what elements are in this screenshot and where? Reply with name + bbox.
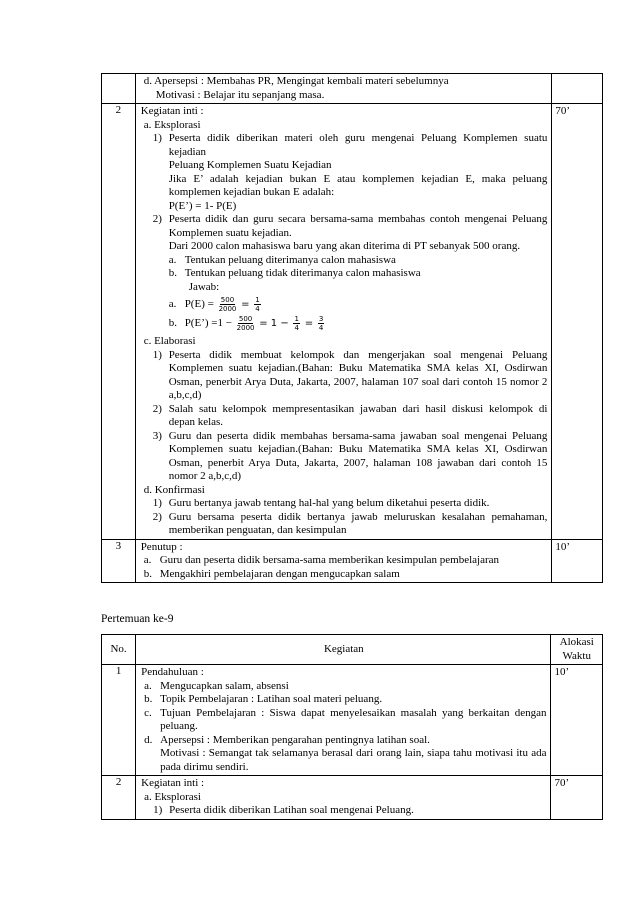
fraction	[318, 315, 324, 332]
row-number-cell: 1	[102, 665, 136, 776]
lesson-table	[101, 634, 603, 820]
item-marker: a.	[144, 679, 152, 692]
math-text: = 1 −	[259, 318, 289, 329]
elaborasi-label: c. Elaborasi	[143, 335, 196, 347]
row-number-cell: 3	[102, 539, 136, 583]
fraction	[237, 315, 255, 332]
item-marker: 2)	[152, 510, 162, 523]
lesson-table-continued	[101, 73, 603, 583]
time-cell: 10’	[551, 665, 603, 776]
time-cell: 70’	[551, 776, 603, 820]
denominator: 4	[294, 323, 299, 332]
time-cell	[552, 74, 603, 104]
numerator: 3	[318, 314, 324, 323]
list-item	[141, 693, 546, 707]
header-alokasi: Alokasi Waktu	[551, 635, 603, 665]
denominator: 4	[318, 323, 324, 332]
item-text: Apersepsi : Memberikan pengarahan pentingnya latihan soal.	[160, 733, 430, 746]
math-text: P(E’) =1 −	[184, 317, 232, 329]
table-row	[102, 104, 603, 540]
list-item	[141, 554, 548, 568]
list-item	[141, 213, 548, 240]
item-text: Dari 2000 calon mahasiswa baru yang akan diterima di PT sebanyak 500 orang.	[168, 240, 521, 252]
row-number-cell	[102, 74, 136, 104]
item-text: Guru bersama peserta didik bertanya jawab meluruskan kesalahan pemahaman, memberikan penguatan, dan kesimpulan	[168, 510, 548, 536]
item-text: Peserta didik membuat kelompok dan mengerjakan soal mengenai Peluang Komplemen suatu kejadian.(Bahan: Buku Matematika SMA kelas XI, Osdirwan Osman, penerbit Arya Duta, Jakarta, 2007, halaman 107 soal dari contoh 15 nomor 2 a,b,c,d)	[168, 348, 548, 401]
item-text: Peserta didik diberikan Latihan soal mengenai Peluang.	[169, 804, 414, 816]
motivasi-text: Motivasi : Semangat tak selamanya berasal dari orang lain, siapa tahu motivasi itu ada pada dirimu sendiri.	[160, 747, 547, 773]
table-row	[102, 665, 603, 776]
item-text: Guru dan peserta didik bersama-sama memberikan kesimpulan pembelajaran	[159, 554, 500, 566]
item-marker: a.	[168, 253, 177, 266]
item-marker: c.	[144, 706, 152, 719]
list-item	[141, 254, 548, 268]
konfirmasi-label: d. Konfirmasi	[143, 483, 205, 496]
table-row	[102, 776, 603, 820]
item-marker: 1)	[153, 804, 163, 816]
list-item	[141, 267, 548, 281]
denominator: 2000	[236, 323, 255, 332]
item-marker: 1)	[152, 348, 162, 361]
motivasi-text: Motivasi : Belajar itu sepanjang masa.	[155, 88, 325, 101]
answer-a-math	[185, 295, 263, 314]
item-marker: 1)	[152, 132, 162, 144]
numerator: 1	[255, 295, 260, 304]
item-marker: 2)	[152, 213, 162, 225]
item-text: Peserta didik dan guru secara bersama-sama membahas contoh mengenai Peluang Komplemen suatu kejadian.	[168, 213, 548, 239]
item-text: Peserta didik diberikan materi oleh guru mengenai Peluang Komplemen suatu kejadian	[168, 132, 548, 158]
item-text: Guru bertanya jawab tentang hal-hal yang belum diketahui peserta didik.	[168, 497, 490, 509]
time-cell: 70’	[552, 104, 603, 540]
eksplorasi-label: a. Eksplorasi	[144, 790, 201, 803]
activity-cell	[135, 74, 552, 104]
denominator: 4	[255, 304, 260, 313]
eksplorasi-label: a. Eksplorasi	[143, 118, 201, 131]
item-text: Guru dan peserta didik membahas bersama-sama jawaban soal mengenai Peluang Komplemen suatu kejadian.(Bahan: Buku Matematika SMA kelas XI, Osdirwan Osman, penerbit Arya Duta, Jakarta, 2007, halaman 108 jawaban dari contoh 15 nomor 2 a,b,c,d)	[168, 429, 548, 482]
section-title: Penutup :	[140, 540, 183, 553]
item-marker: 3)	[152, 429, 162, 442]
numerator: 500	[238, 314, 253, 323]
item-text: Jika E’ adalah kejadian bukan E atau komplemen kejadian E, maka peluang komplemen kejadian bukan E adalah:	[168, 172, 548, 198]
item-marker: a.	[168, 298, 177, 310]
activity-cell	[136, 665, 551, 776]
item-text: Salah satu kelompok mempresentasikan jawaban dari hasil diskusi kelompok di depan kelas.	[168, 402, 548, 428]
table-row	[102, 539, 603, 583]
list-item	[141, 430, 548, 484]
row-number-cell: 2	[102, 104, 136, 540]
list-item	[141, 707, 546, 734]
answer-a	[141, 295, 548, 314]
item-text: Tujuan Pembelajaran : Siswa dapat menyelesaikan masalah yang berkaitan dengan peluang.	[160, 706, 547, 732]
list-item	[141, 568, 548, 582]
list-item	[141, 680, 546, 694]
item-marker: b.	[168, 317, 177, 329]
activity-cell	[136, 776, 551, 820]
list-item	[141, 734, 546, 748]
table-row	[102, 74, 603, 104]
time-cell: 10’	[552, 539, 603, 583]
numerator: 500	[220, 295, 235, 304]
jawab-label: Jawab:	[188, 280, 220, 293]
section-heading: Pertemuan ke-9	[101, 613, 174, 625]
math-text: =	[241, 299, 250, 310]
item-marker: b.	[144, 693, 153, 705]
table-header-row	[102, 635, 603, 665]
section-title: Kegiatan inti :	[141, 777, 205, 789]
list-item	[141, 349, 548, 403]
answer-b-math	[185, 314, 327, 333]
list-item	[141, 497, 548, 511]
formula-text: P(E’) = 1- P(E)	[168, 199, 237, 212]
header-kegiatan: Kegiatan	[136, 635, 551, 665]
activity-cell	[135, 104, 552, 540]
item-marker: d.	[144, 733, 153, 746]
list-item	[141, 804, 546, 818]
math-text: =	[304, 318, 314, 329]
section-title: Kegiatan inti :	[140, 105, 204, 117]
item-marker: a.	[143, 554, 152, 566]
apersepsi-text: d. Apersepsi : Membahas PR, Mengingat kembali materi sebelumnya	[143, 75, 449, 87]
item-marker: b.	[168, 267, 177, 279]
list-item	[141, 403, 548, 430]
row-number-cell: 2	[102, 776, 136, 820]
header-no: No.	[102, 635, 136, 665]
list-item	[141, 511, 548, 538]
activity-cell	[135, 539, 552, 583]
item-text: Topik Pembelajaran : Latihan soal materi peluang.	[160, 693, 383, 705]
item-marker: 1)	[152, 497, 162, 509]
fraction	[293, 315, 299, 332]
list-item	[141, 132, 548, 159]
item-marker: b.	[143, 567, 152, 580]
math-text: P(E) =	[184, 298, 214, 310]
item-text: Mengakhiri pembelajaran dengan mengucapkan salam	[159, 567, 400, 580]
item-marker: 2)	[152, 402, 162, 415]
item-text: Peluang Komplemen Suatu Kejadian	[168, 159, 332, 171]
fraction	[254, 296, 260, 313]
fraction	[219, 296, 237, 313]
item-text: Tentukan peluang tidak diterimanya calon mahasiswa	[184, 267, 421, 279]
answer-b	[141, 314, 548, 333]
item-text: Mengucapkan salam, absensi	[160, 679, 289, 692]
denominator: 2000	[218, 304, 237, 313]
section-title: Pendahuluan :	[141, 666, 204, 678]
numerator: 1	[294, 314, 299, 323]
item-text: Tentukan peluang diterimanya calon mahasiswa	[184, 253, 396, 266]
